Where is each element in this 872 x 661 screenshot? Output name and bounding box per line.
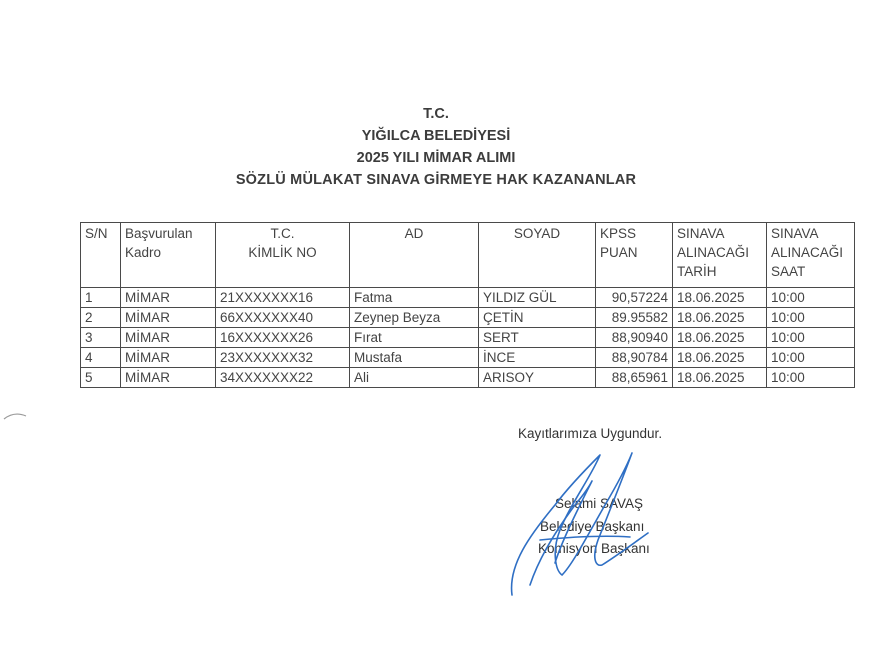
cell-ad: Ali — [350, 368, 479, 388]
header-line-tc: T.C. — [423, 106, 449, 122]
confirmation-text: Kayıtlarımıza Uygundur. — [518, 426, 663, 441]
header-line-recruitment: 2025 YILI MİMAR ALIMI — [356, 150, 516, 166]
signature-strokes — [512, 453, 648, 595]
document-header — [0, 103, 872, 191]
signatory-title-mayor: Belediye Başkanı — [540, 519, 645, 534]
cell-saat: 10:00 — [767, 328, 855, 348]
cell-tarih: 18.06.2025 — [673, 368, 767, 388]
table-header-row — [81, 223, 855, 288]
table-row — [81, 308, 855, 328]
handwritten-signature-icon — [500, 445, 650, 605]
cell-soyad: YILDIZ GÜL — [479, 288, 596, 308]
cell-tc: 16XXXXXXX26 — [216, 328, 350, 348]
cell-kadro: MİMAR — [121, 308, 216, 328]
header-line-title: SÖZLÜ MÜLAKAT SINAVA GİRMEYE HAK KAZANANLAR — [235, 172, 637, 188]
header-sn: S/N — [81, 223, 121, 288]
cell-puan: 88,65961 — [596, 368, 673, 388]
header-tc: T.C. KİMLİK NO — [216, 223, 350, 288]
cell-ad: Zeynep Beyza — [350, 308, 479, 328]
table-row — [81, 348, 855, 368]
cell-kadro: MİMAR — [121, 348, 216, 368]
cell-sn: 4 — [81, 348, 121, 368]
scan-corner-mark — [0, 405, 30, 425]
cell-tc: 21XXXXXXX16 — [216, 288, 350, 308]
header-soyad: SOYAD — [479, 223, 596, 288]
table-row — [81, 288, 855, 308]
cell-kadro: MİMAR — [121, 368, 216, 388]
table-row — [81, 368, 855, 388]
cell-puan: 88,90940 — [596, 328, 673, 348]
cell-puan: 90,57224 — [596, 288, 673, 308]
cell-puan: 88,90784 — [596, 348, 673, 368]
cell-kadro: MİMAR — [121, 328, 216, 348]
table-row — [81, 328, 855, 348]
header-kadro: Başvurulan Kadro — [121, 223, 216, 288]
cell-tc: 66XXXXXXX40 — [216, 308, 350, 328]
cell-sn: 2 — [81, 308, 121, 328]
cell-puan: 89.95582 — [596, 308, 673, 328]
cell-ad: Fırat — [350, 328, 479, 348]
signatory-name: Selami SAVAŞ — [555, 496, 644, 511]
cell-tc: 34XXXXXXX22 — [216, 368, 350, 388]
header-line-municipality: YIĞILCA BELEDİYESİ — [361, 128, 511, 144]
cell-saat: 10:00 — [767, 348, 855, 368]
cell-tarih: 18.06.2025 — [673, 328, 767, 348]
cell-soyad: ARISOY — [479, 368, 596, 388]
cell-saat: 10:00 — [767, 368, 855, 388]
cell-sn: 1 — [81, 288, 121, 308]
cell-soyad: ÇETİN — [479, 308, 596, 328]
cell-ad: Mustafa — [350, 348, 479, 368]
header-ad: AD — [350, 223, 479, 288]
cell-sn: 3 — [81, 328, 121, 348]
cell-saat: 10:00 — [767, 308, 855, 328]
cell-tarih: 18.06.2025 — [673, 288, 767, 308]
cell-kadro: MİMAR — [121, 288, 216, 308]
cell-saat: 10:00 — [767, 288, 855, 308]
cell-tc: 23XXXXXXX32 — [216, 348, 350, 368]
cell-soyad: İNCE — [479, 348, 596, 368]
signatory-title-commission: Komisyon Başkanı — [538, 541, 650, 556]
cell-soyad: SERT — [479, 328, 596, 348]
cell-tarih: 18.06.2025 — [673, 348, 767, 368]
header-tarih: SINAVA ALINACAĞI TARİH — [673, 223, 767, 288]
results-table — [80, 222, 855, 388]
header-puan: KPSS PUAN — [596, 223, 673, 288]
cell-tarih: 18.06.2025 — [673, 308, 767, 328]
cell-sn: 5 — [81, 368, 121, 388]
cell-ad: Fatma — [350, 288, 479, 308]
header-saat: SINAVA ALINACAĞI SAAT — [767, 223, 855, 288]
